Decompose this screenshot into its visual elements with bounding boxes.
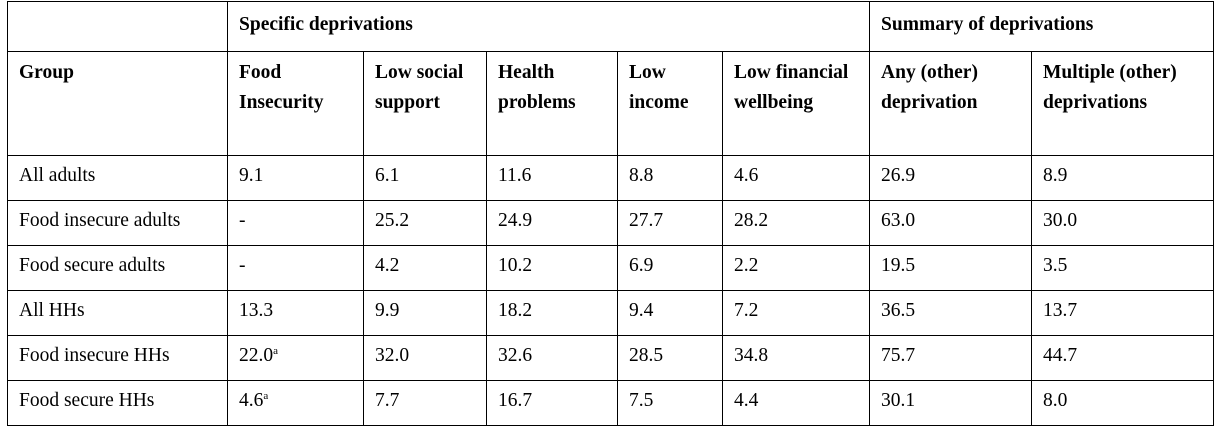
cell-food-insecurity: -	[228, 246, 364, 291]
cell-multiple-deprivations: 44.7	[1032, 336, 1214, 381]
table-row	[8, 201, 1214, 246]
cell-food-insecurity: 4.6$^a$	[228, 381, 364, 426]
cell-low-financial-wellbeing: 2.2	[723, 246, 870, 291]
cell-low-financial-wellbeing: 34.8	[723, 336, 870, 381]
header-multiple-deprivations: Multiple (other) deprivations	[1032, 52, 1214, 156]
cell-health-problems: 18.2	[487, 291, 618, 336]
cell-any-deprivation: 75.7	[870, 336, 1032, 381]
cell-group: All adults	[8, 156, 228, 201]
cell-any-deprivation: 63.0	[870, 201, 1032, 246]
cell-multiple-deprivations: 8.9	[1032, 156, 1214, 201]
cell-low-financial-wellbeing: 4.4	[723, 381, 870, 426]
header-any-deprivation: Any (other) deprivation	[870, 52, 1032, 156]
table-row	[8, 336, 1214, 381]
table-row	[8, 381, 1214, 426]
cell-multiple-deprivations: 13.7	[1032, 291, 1214, 336]
cell-any-deprivation: 19.5	[870, 246, 1032, 291]
cell-health-problems: 11.6	[487, 156, 618, 201]
cell-food-insecurity: -	[228, 201, 364, 246]
cell-low-income: 6.9	[618, 246, 723, 291]
cell-any-deprivation: 30.1	[870, 381, 1032, 426]
cell-low-income: 27.7	[618, 201, 723, 246]
cell-low-social-support: 9.9	[364, 291, 487, 336]
cell-group: Food secure adults	[8, 246, 228, 291]
cell-food-insecurity: 22.0$^a$	[228, 336, 364, 381]
cell-low-social-support: 6.1	[364, 156, 487, 201]
cell-low-social-support: 25.2	[364, 201, 487, 246]
cell-group: Food insecure adults	[8, 201, 228, 246]
cell-low-financial-wellbeing: 7.2	[723, 291, 870, 336]
cell-low-income: 9.4	[618, 291, 723, 336]
cell-health-problems: 10.2	[487, 246, 618, 291]
header-low-financial-wellbeing: Low financial wellbeing	[723, 52, 870, 156]
cell-group: All HHs	[8, 291, 228, 336]
cell-low-income: 7.5	[618, 381, 723, 426]
header-group: Group	[8, 52, 228, 156]
cell-low-income: 28.5	[618, 336, 723, 381]
table-row	[8, 246, 1214, 291]
specific-deprivations-group-header: Specific deprivations	[228, 2, 870, 52]
cell-any-deprivation: 26.9	[870, 156, 1032, 201]
cell-low-social-support: 7.7	[364, 381, 487, 426]
table-row	[8, 156, 1214, 201]
cell-health-problems: 16.7	[487, 381, 618, 426]
header-low-income: Low income	[618, 52, 723, 156]
cell-any-deprivation: 36.5	[870, 291, 1032, 336]
column-group-row	[8, 2, 1214, 52]
header-low-social-support: Low social support	[364, 52, 487, 156]
cell-health-problems: 32.6	[487, 336, 618, 381]
cell-low-financial-wellbeing: 28.2	[723, 201, 870, 246]
cell-low-social-support: 32.0	[364, 336, 487, 381]
cell-low-financial-wellbeing: 4.6	[723, 156, 870, 201]
cell-food-insecurity: 9.1	[228, 156, 364, 201]
column-header-row	[8, 52, 1214, 156]
cell-multiple-deprivations: 30.0	[1032, 201, 1214, 246]
header-food-insecurity: Food Insecurity	[228, 52, 364, 156]
cell-multiple-deprivations: 8.0	[1032, 381, 1214, 426]
cell-low-income: 8.8	[618, 156, 723, 201]
cell-health-problems: 24.9	[487, 201, 618, 246]
cell-group: Food insecure HHs	[8, 336, 228, 381]
summary-deprivations-group-header: Summary of deprivations	[870, 2, 1214, 52]
deprivation-table	[7, 1, 1214, 426]
header-health-problems: Health problems	[487, 52, 618, 156]
table-row	[8, 291, 1214, 336]
cell-multiple-deprivations: 3.5	[1032, 246, 1214, 291]
cell-low-social-support: 4.2	[364, 246, 487, 291]
empty-group-cell	[8, 2, 228, 52]
cell-food-insecurity: 13.3	[228, 291, 364, 336]
cell-group: Food secure HHs	[8, 381, 228, 426]
